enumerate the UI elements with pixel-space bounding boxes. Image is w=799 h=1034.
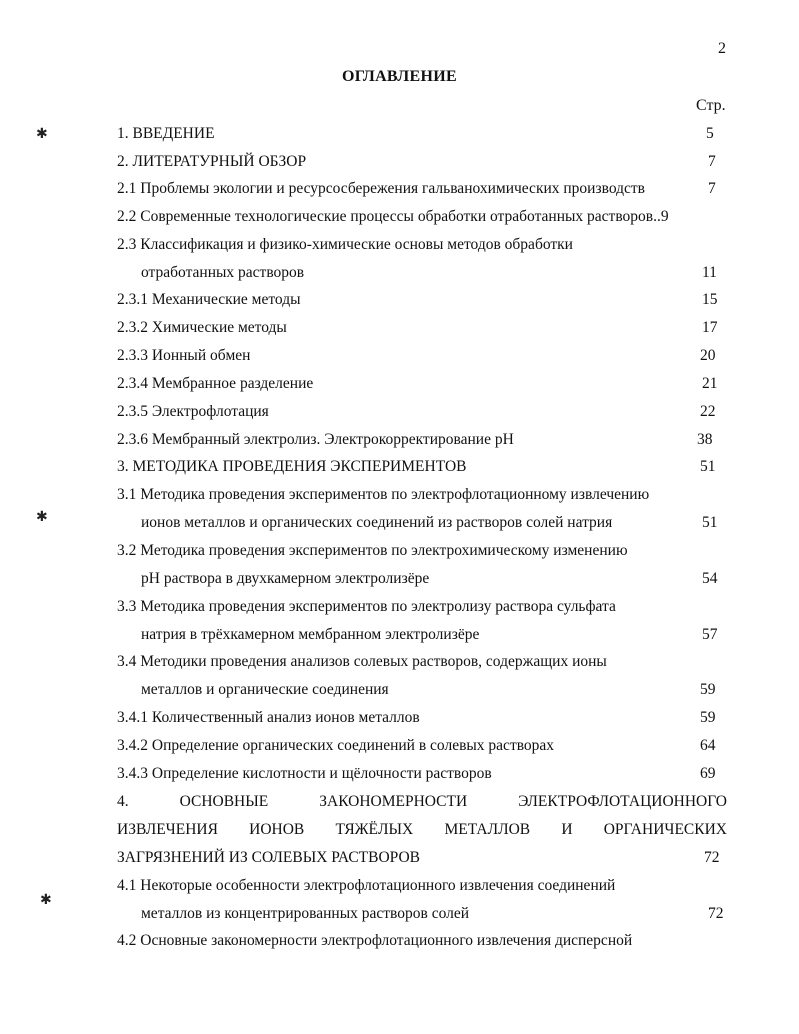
toc-entry-text: 3.2 Методика проведения экспериментов по электрохимическому изменению bbox=[117, 542, 628, 559]
toc-entry-page: 7 bbox=[708, 153, 716, 170]
toc-entry-page: 54 bbox=[702, 570, 718, 587]
toc-entry bbox=[141, 680, 389, 700]
toc-entry bbox=[117, 764, 492, 784]
toc-entry-text: 4.1 Некоторые особенности электрофлотационного извлечения соединений bbox=[117, 877, 616, 894]
toc-entry bbox=[141, 569, 429, 589]
toc-entry-text: 2.3.3 Ионный обмен bbox=[117, 347, 251, 364]
toc-entry-text: pH раствора в двухкамерном электролизёре bbox=[141, 570, 430, 587]
toc-entry bbox=[117, 346, 250, 366]
toc-entry-text: 3.4.3 Определение кислотности и щёлочности растворов bbox=[117, 765, 492, 782]
toc-entry bbox=[117, 207, 669, 227]
toc-entry-page: 59 bbox=[700, 681, 716, 698]
toc-entry-page: 22 bbox=[700, 403, 716, 420]
toc-entry-text: 2.3.4 Мембранное разделение bbox=[117, 375, 314, 392]
toc-entry bbox=[141, 263, 304, 283]
toc-entry-page: 57 bbox=[702, 626, 718, 643]
toc-entry-text: 2.3.5 Электрофлотация bbox=[117, 403, 269, 420]
toc-entry-text: 2.3.2 Химические методы bbox=[117, 319, 287, 336]
toc-entry bbox=[117, 430, 514, 450]
toc-entry-text: 2.2 Современные технологические процессы обработки отработанных растворов..9 bbox=[117, 208, 669, 225]
toc-entry-page: 17 bbox=[702, 319, 718, 336]
toc-entry bbox=[117, 652, 607, 672]
toc-entry-text: ионов металлов и органических соединений из растворов солей натрия bbox=[141, 514, 613, 531]
toc-entry-text: 3.4 Методики проведения анализов солевых растворов, содержащих ионы bbox=[117, 653, 607, 670]
toc-entry bbox=[117, 597, 616, 617]
ink-blot-icon: ✱ bbox=[40, 893, 52, 908]
toc-entry-text: 2.1 Проблемы экологии и ресурсосбережения гальванохимических производств bbox=[117, 180, 645, 197]
toc-entry-text: 4.2 Основные закономерности электрофлотационного извлечения дисперсной bbox=[117, 932, 633, 949]
toc-entry-page: 11 bbox=[702, 264, 717, 281]
toc-entry-text: металлов из концентрированных растворов солей bbox=[141, 905, 470, 922]
toc-entry bbox=[117, 374, 313, 394]
toc-entry-text: 4. ОСНОВНЫЕ ЗАКОНОМЕРНОСТИ ЭЛЕКТРОФЛОТАЦИОННОГО bbox=[117, 793, 727, 810]
toc-entry-page: 15 bbox=[702, 291, 718, 308]
toc-entry-text: 3.3 Методика проведения экспериментов по электролизу раствора сульфата bbox=[117, 598, 616, 615]
toc-entry-text: отработанных растворов bbox=[141, 264, 305, 281]
toc-entry-text: 3.4.1 Количественный анализ ионов металлов bbox=[117, 709, 420, 726]
toc-entry-text: ЗАГРЯЗНЕНИЙ ИЗ СОЛЕВЫХ РАСТВОРОВ bbox=[117, 849, 421, 866]
toc-entry bbox=[117, 848, 420, 868]
toc-entry-text: 3.4.2 Определение органических соединений в солевых растворах bbox=[117, 737, 555, 754]
toc-entry-page: 72 bbox=[708, 905, 724, 922]
toc-entry bbox=[117, 792, 727, 812]
toc-entry bbox=[117, 124, 215, 144]
toc-entry-page: 51 bbox=[700, 458, 716, 475]
page-column-label: Стр. bbox=[696, 97, 726, 114]
toc-entry bbox=[117, 736, 554, 756]
toc-entry bbox=[141, 513, 612, 533]
toc-entry bbox=[117, 402, 269, 422]
toc-entry-text: 1. ВВЕДЕНИЕ bbox=[117, 125, 215, 142]
toc-entry-text: 3.1 Методика проведения экспериментов по электрофлотационному извлечению bbox=[117, 486, 650, 503]
toc-entry bbox=[117, 318, 287, 338]
toc-entry bbox=[117, 820, 727, 840]
toc-entry bbox=[117, 152, 306, 172]
toc-entry-page: 64 bbox=[700, 737, 716, 754]
toc-entry-page: 5 bbox=[706, 125, 714, 142]
toc-entry bbox=[141, 904, 469, 924]
toc-entry bbox=[117, 235, 573, 255]
page-number: 2 bbox=[718, 40, 726, 57]
toc-entry-text: 2.3.1 Механические методы bbox=[117, 291, 301, 308]
toc-entry bbox=[117, 708, 420, 728]
toc-entry-page: 69 bbox=[700, 765, 716, 782]
toc-entry-text: металлов и органические соединения bbox=[141, 681, 389, 698]
toc-entry-text: 2.3 Классификация и физико-химические основы методов обработки bbox=[117, 236, 573, 253]
toc-entry-page: 7 bbox=[708, 180, 716, 197]
toc-entry-page: 51 bbox=[702, 514, 718, 531]
toc-entry-page: 21 bbox=[702, 375, 718, 392]
toc-entry-text: 2. ЛИТЕРАТУРНЫЙ ОБЗОР bbox=[117, 153, 307, 170]
toc-entry bbox=[117, 457, 467, 477]
toc-entry bbox=[117, 876, 615, 896]
toc-entry bbox=[117, 485, 649, 505]
toc-entry bbox=[141, 625, 479, 645]
toc-entry bbox=[117, 931, 632, 951]
toc-entry bbox=[117, 290, 301, 310]
toc-entry-page: 72 bbox=[704, 849, 720, 866]
toc-entry-page: 38 bbox=[697, 431, 713, 448]
toc-entry-text: натрия в трёхкамерном мембранном электролизёре bbox=[141, 626, 480, 643]
toc-entry-page: 20 bbox=[700, 347, 716, 364]
toc-entry-page: 59 bbox=[700, 709, 716, 726]
ink-blot-icon: ✱ bbox=[36, 127, 48, 142]
toc-entry bbox=[117, 541, 628, 561]
document-heading: ОГЛАВЛЕНИЕ bbox=[342, 68, 457, 85]
toc-entry-text: 3. МЕТОДИКА ПРОВЕДЕНИЯ ЭКСПЕРИМЕНТОВ bbox=[117, 458, 467, 475]
toc-entry-text: 2.3.6 Мембранный электролиз. Электрокорректирование pH bbox=[117, 431, 514, 448]
toc-entry bbox=[117, 179, 645, 199]
ink-blot-icon: ✱ bbox=[36, 510, 48, 525]
toc-entry-text: ИЗВЛЕЧЕНИЯ ИОНОВ ТЯЖЁЛЫХ МЕТАЛЛОВ И ОРГАНИЧЕСКИХ bbox=[117, 821, 727, 838]
